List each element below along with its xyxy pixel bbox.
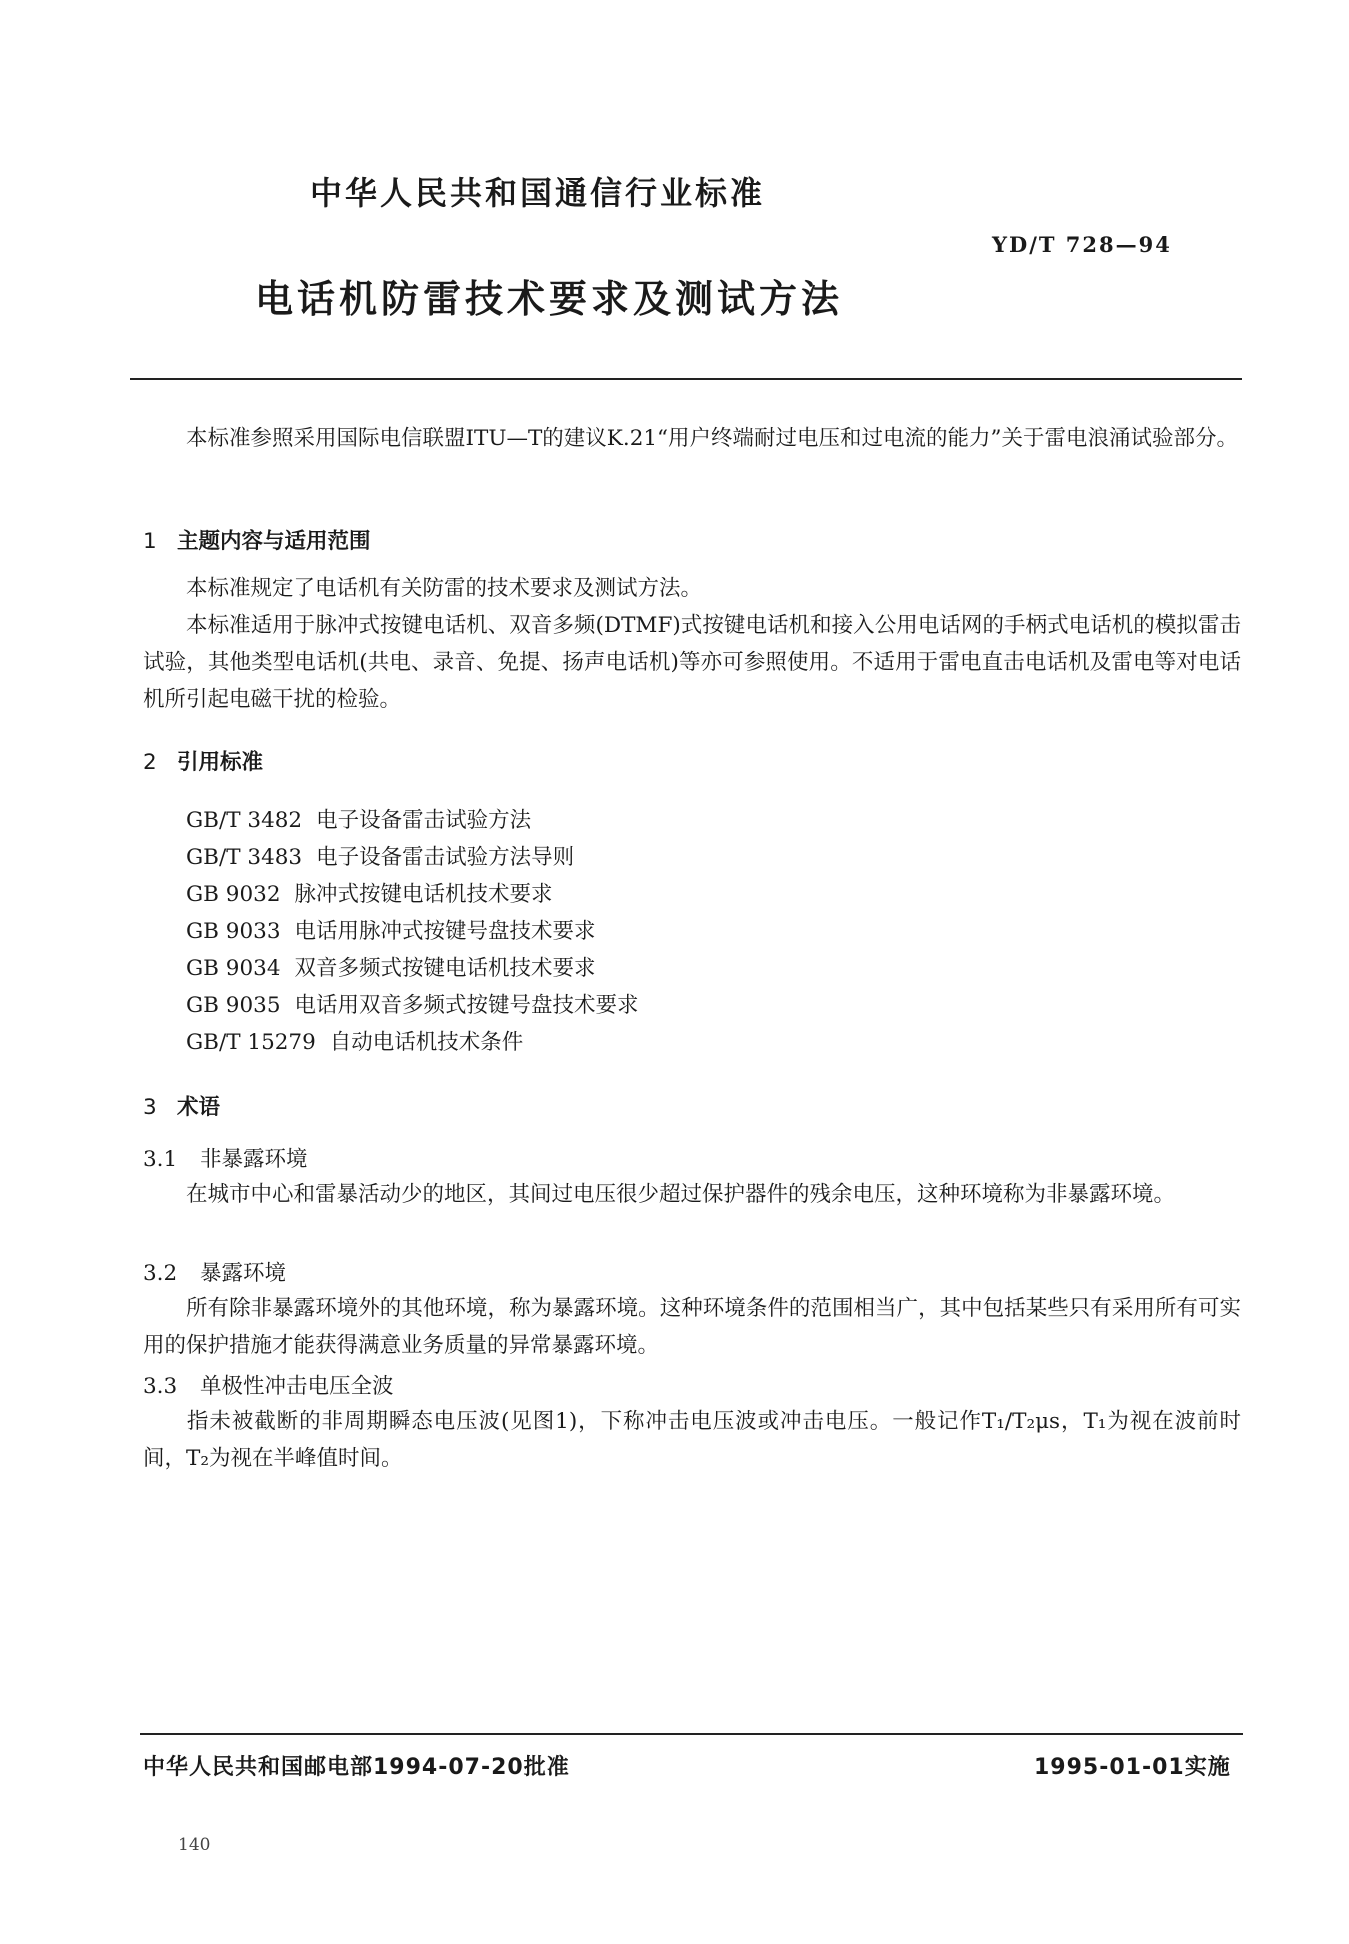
page-number: 140 [178,1835,211,1855]
intro-paragraph [143,420,1241,457]
ref-name: 脉冲式按键电话机技术要求 [294,882,553,907]
section-title: 引用标准 [177,750,264,775]
footer-divider [140,1733,1243,1735]
intro-text: 本标准参照采用国际电信联盟ITU—T的建议K.21“用户终端耐过电压和过电流的能力”关于雷电浪涌试验部分。 [186,426,1239,451]
ref-code: GB 9033 [186,919,281,944]
subsection-3-1-paragraph [143,1176,1241,1213]
list-item [186,1024,639,1061]
section-1-paragraph-2 [143,607,1241,718]
ref-code: GB 9034 [186,956,281,981]
section-3-heading [143,1090,220,1121]
section-number: 2 [143,750,157,775]
ref-code: GB/T 3483 [186,845,303,870]
section-title: 主题内容与适用范围 [177,529,371,554]
subsection-number: 3.2 [143,1261,178,1286]
subsection-3-3-paragraph [143,1403,1241,1477]
list-item [186,876,639,913]
effective-date: 1995-01-01实施 [1034,1755,1231,1780]
ref-name: 自动电话机技术条件 [329,1030,524,1055]
section-2-heading [143,745,263,776]
paragraph-text: 指未被截断的非周期瞬态电压波(见图1)，下称冲击电压波或冲击电压。一般记作T₁/T₂μs，T₁为视在波前时间，T₂为视在半峰值时间。 [143,1409,1241,1471]
subsection-3-2-heading [143,1256,286,1287]
ref-code: GB 9032 [186,882,281,907]
subsection-title: 暴露环境 [200,1261,287,1286]
list-item [186,987,639,1024]
list-item [186,839,639,876]
ref-name: 电子设备雷击试验方法 [316,808,532,833]
list-item [186,802,639,839]
section-number: 3 [143,1095,157,1120]
section-title: 术语 [177,1095,221,1120]
approval-statement: 中华人民共和国邮电部1994-07-20批准 [143,1755,570,1780]
paragraph-text: 在城市中心和雷暴活动少的地区，其间过电压很少超过保护器件的残余电压，这种环境称为非暴露环境。 [186,1182,1176,1207]
document-title: 电话机防雷技术要求及测试方法 [255,277,844,321]
referenced-standards-list [186,802,639,1061]
ref-code: GB 9035 [186,993,281,1018]
subsection-3-2-paragraph [143,1290,1241,1364]
subsection-title: 非暴露环境 [200,1147,308,1172]
ref-code: GB/T 15279 [186,1030,316,1055]
ref-name: 电话用双音多频式按键号盘技术要求 [294,993,639,1018]
subsection-3-3-heading [143,1369,394,1400]
standard-category-title: 中华人民共和国通信行业标准 [310,174,766,212]
list-item [186,913,639,950]
section-1-paragraph-1 [143,570,1241,607]
section-1-heading [143,524,371,555]
ref-name: 双音多频式按键电话机技术要求 [294,956,596,981]
subsection-title: 单极性冲击电压全波 [200,1374,394,1399]
subsection-number: 3.1 [143,1147,178,1172]
subsection-3-1-heading [143,1142,308,1173]
paragraph-text: 所有除非暴露环境外的其他环境，称为暴露环境。这种环境条件的范围相当广，其中包括某些只有采用所有可实用的保护措施才能获得满意业务质量的异常暴露环境。 [143,1296,1241,1358]
header-divider [130,378,1242,380]
section-number: 1 [143,529,157,554]
ref-code: GB/T 3482 [186,808,303,833]
paragraph-text: 本标准规定了电话机有关防雷的技术要求及测试方法。 [186,576,703,601]
standard-code: YD/T 728—94 [992,232,1172,257]
subsection-number: 3.3 [143,1374,178,1399]
ref-name: 电子设备雷击试验方法导则 [316,845,575,870]
paragraph-text: 本标准适用于脉冲式按键电话机、双音多频(DTMF)式按键电话机和接入公用电话网的手柄式电话机的模拟雷击试验，其他类型电话机(共电、录音、免提、扬声电话机)等亦可参照使用。不适用于雷电直击电话机及雷电等对电话机所引起电磁干扰的检验。 [143,613,1241,712]
list-item [186,950,639,987]
ref-name: 电话用脉冲式按键号盘技术要求 [294,919,596,944]
